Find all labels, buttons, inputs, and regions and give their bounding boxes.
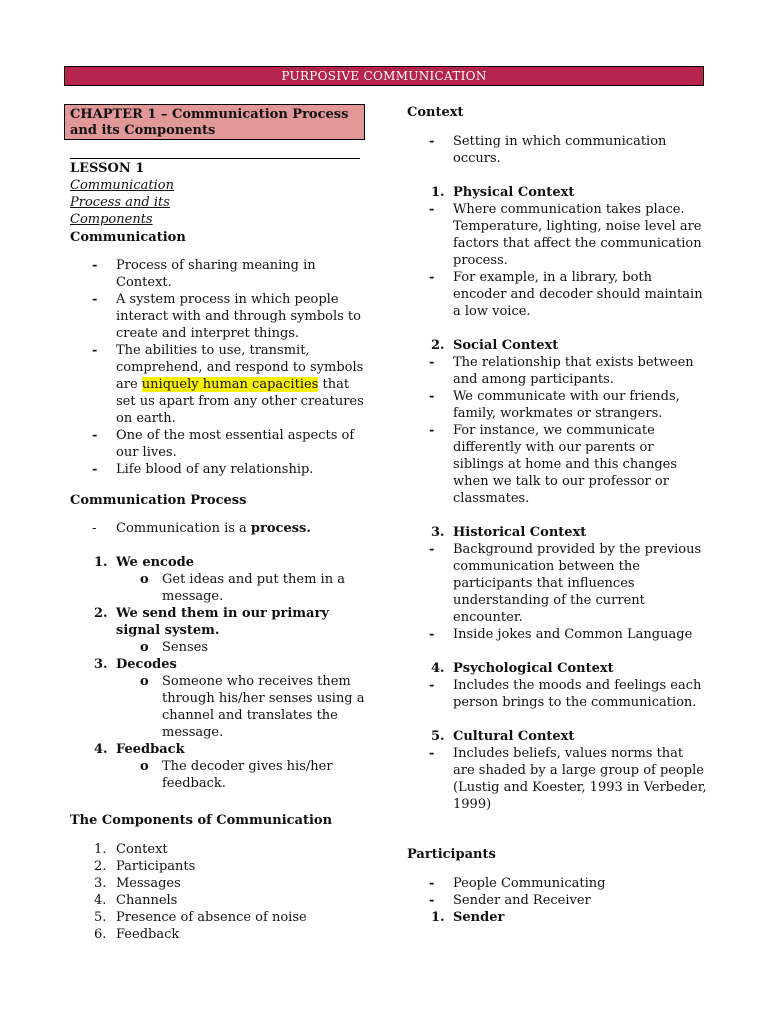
context-type-cultural	[407, 728, 707, 813]
list-item: 6. Feedback	[94, 927, 180, 942]
list-item: - Sender and Receiver	[429, 893, 591, 908]
context-type-title: 2. Social Context	[431, 338, 559, 353]
list-item: - For instance, we communicate differently with our parents or siblings at home and this changes when we talk to our professor or classmates.	[429, 423, 678, 506]
context-type-points	[407, 541, 707, 643]
process-substep: o The decoder gives his/her feedback.	[140, 759, 333, 791]
context-type-points	[407, 354, 707, 507]
list-item: - People Communicating	[429, 876, 606, 891]
list-item: - A system process in which people interact with and through symbols to create and interpret things.	[92, 292, 361, 341]
context-type-social	[407, 337, 707, 507]
participants-section	[407, 846, 707, 926]
list-item: - Inside jokes and Common Language	[429, 627, 693, 642]
context-type-historical	[407, 524, 707, 643]
context-type-title: 4. Psychological Context	[431, 661, 614, 676]
list-item: 3. Messages	[94, 876, 181, 891]
list-item: - Setting in which communication occurs.	[429, 134, 667, 166]
list-item: - One of the most essential aspects of our lives.	[92, 428, 355, 460]
list-item: - The relationship that exists between and among participants.	[429, 355, 694, 387]
list-item: - Includes beliefs, values norms that are shaded by a large group of people (Lustig and Koester, 1993 in Verbeder, 1999)	[429, 746, 707, 812]
list-item: - Communication is a process.	[92, 521, 311, 536]
list-item: - Background provided by the previous communication between the participants that influences understanding of the current encounter.	[429, 542, 702, 625]
components-section	[70, 812, 370, 943]
context-definition	[407, 133, 707, 167]
process-step: 1. We encode	[94, 555, 195, 570]
list-item: 5. Presence of absence of noise	[94, 910, 307, 925]
process-intro	[70, 520, 370, 537]
context-type-points	[407, 677, 707, 711]
participants-numbered-item: 1. Sender	[431, 910, 505, 925]
list-item: - Where communication takes place. Temperature, lighting, noise level are factors that affect the communication process.	[429, 202, 702, 268]
list-item: 1. Context	[94, 842, 168, 857]
list-item: 2. Participants	[94, 859, 196, 874]
chapter-title: CHAPTER 1 – Communication Process and its Components	[64, 104, 365, 140]
highlighted-text: uniquely human capacities	[141, 377, 319, 392]
context-type-points	[407, 201, 707, 320]
list-item: - Life blood of any relationship.	[92, 462, 314, 477]
list-item: - For example, in a library, both encoder and decoder should maintain a low voice.	[429, 270, 703, 319]
process-steps	[70, 554, 370, 792]
context-type-title: 5. Cultural Context	[431, 729, 575, 744]
context-heading: Context	[407, 105, 464, 120]
list-item: - Process of sharing meaning in Context.	[92, 258, 316, 290]
lesson-title: LESSON 1	[70, 161, 145, 176]
context-type-points	[407, 745, 707, 813]
lesson-block	[70, 160, 370, 228]
process-heading: Communication Process	[70, 493, 247, 508]
list-item: - We communicate with our friends, family, workmates or strangers.	[429, 389, 680, 421]
process-step: 2. We send them in our primary signal system.	[94, 606, 329, 638]
context-type-psychological	[407, 660, 707, 711]
list-item: - The abilities to use, transmit, comprehend, and respond to symbols are uniquely human capacities that set us apart from any other creatures on earth.	[92, 343, 364, 426]
context-type-physical	[407, 184, 707, 320]
process-substep: o Get ideas and put them in a message.	[140, 572, 345, 604]
lesson-subtitle: Communication Process and its Components	[70, 178, 174, 227]
context-section	[407, 104, 707, 813]
components-heading: The Components of Communication	[70, 813, 333, 828]
process-substep: o Someone who receives them through his/her senses using a channel and translates the message.	[140, 674, 365, 740]
list-item: - Includes the moods and feelings each person brings to the communication.	[429, 678, 702, 710]
participants-list	[407, 875, 707, 909]
list-item: 4. Channels	[94, 893, 178, 908]
lesson-divider	[70, 158, 360, 159]
process-section	[70, 492, 370, 792]
document-banner: PURPOSIVE COMMUNICATION	[64, 66, 704, 86]
communication-heading: Communication	[70, 230, 186, 245]
communication-list	[70, 257, 370, 478]
communication-section	[70, 229, 370, 478]
context-type-title: 3. Historical Context	[431, 525, 587, 540]
process-substep: o Senses	[140, 640, 209, 655]
participants-heading: Participants	[407, 847, 496, 862]
process-step: 4. Feedback	[94, 742, 185, 757]
process-step: 3. Decodes	[94, 657, 177, 672]
context-type-title: 1. Physical Context	[431, 185, 575, 200]
components-list	[70, 841, 370, 943]
